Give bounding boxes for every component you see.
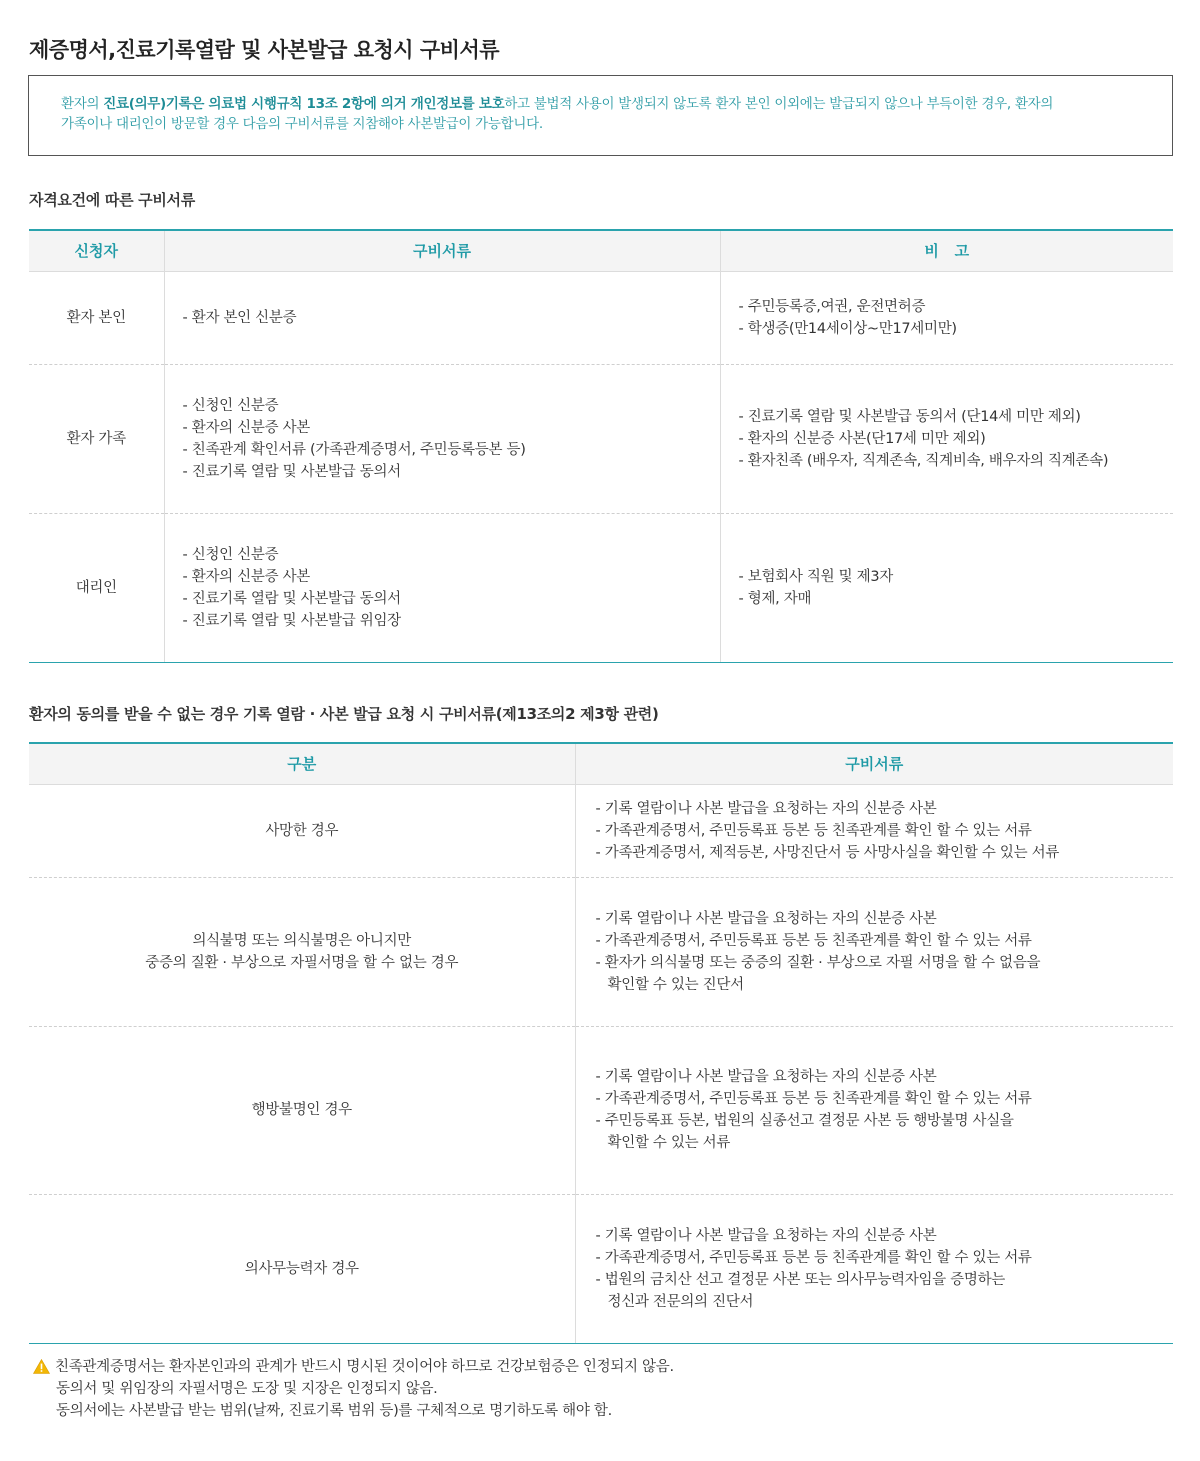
list-item: - 형제, 자매 <box>738 590 812 607</box>
header-applicant: 신청자 <box>29 230 164 271</box>
no-consent-table <box>29 742 1173 1344</box>
list-item: - 가족관계증명서, 주민등록표 등본 등 친족관계를 확인 할 수 있는 서류 <box>595 932 1032 949</box>
header-category: 구분 <box>29 743 575 784</box>
table-row <box>29 364 1173 513</box>
notice-line1: 하고 불법적 사용이 발생되지 않도록 환자 본인 이외에는 발급되지 않으나 부득이한 경우, 환자의 <box>504 96 1054 112</box>
list-item: - 기록 열람이나 사본 발급을 요청하는 자의 신분증 사본 <box>595 1227 937 1244</box>
documents-cell <box>575 877 1173 1026</box>
category-label: 중증의 질환 · 부상으로 자필서명을 할 수 없는 경우 <box>145 954 459 971</box>
list-item: - 기록 열람이나 사본 발급을 요청하는 자의 신분증 사본 <box>595 1069 937 1085</box>
list-item: - 환자의 신분증 사본 <box>182 419 311 436</box>
footnote-line: 친족관계증명서는 환자본인과의 관계가 반드시 명시된 것이어야 하므로 건강보험증은 인정되지 않음. <box>55 1359 674 1375</box>
list-item: - 기록 열람이나 사본 발급을 요청하는 자의 신분증 사본 <box>595 910 937 927</box>
category-cell <box>29 784 575 877</box>
list-item: 확인할 수 있는 서류 <box>607 1135 731 1151</box>
documents-cell <box>164 364 720 513</box>
category-cell <box>29 1194 575 1343</box>
applicant-cell: 환자 본인 <box>29 271 164 364</box>
table-row <box>29 271 1173 364</box>
list-item: - 환자 본인 신분증 <box>182 309 297 326</box>
header-documents: 구비서류 <box>164 230 720 271</box>
requirements-table <box>29 229 1173 663</box>
category-cell <box>29 1026 575 1194</box>
list-item: - 기록 열람이나 사본 발급을 요청하는 자의 신분증 사본 <box>595 800 937 817</box>
category-label: 사망한 경우 <box>265 822 339 839</box>
page-title: 제증명서,진료기록열람 및 사본발급 요청시 구비서류 <box>29 38 500 62</box>
documents-cell <box>164 513 720 662</box>
list-item: - 진료기록 열람 및 사본발급 동의서 (단14세 미만 제외) <box>738 408 1081 425</box>
category-cell <box>29 877 575 1026</box>
list-item: - 가족관계증명서, 주민등록표 등본 등 친족관계를 확인 할 수 있는 서류 <box>595 822 1032 839</box>
list-item: - 가족관계증명서, 주민등록표 등본 등 친족관계를 확인 할 수 있는 서류 <box>595 1249 1032 1266</box>
table-row <box>29 1026 1173 1194</box>
table-row <box>29 1194 1173 1343</box>
notice-box <box>28 75 1173 156</box>
warning-icon <box>33 1359 50 1374</box>
header-notes: 비 고 <box>720 230 1173 271</box>
notice-bold: 진료(의무)기록은 의료법 시행규칙 13조 2항에 의거 개인정보를 보호 <box>103 96 505 112</box>
category-label: 의사무능력자 경우 <box>244 1260 359 1277</box>
list-item: - 환자의 신분증 사본(단17세 미만 제외) <box>738 430 986 447</box>
applicant-cell: 환자 가족 <box>29 364 164 513</box>
table-row <box>29 877 1173 1026</box>
documents-cell <box>164 271 720 364</box>
notes-cell <box>720 364 1173 513</box>
list-item: - 친족관계 확인서류 (가족관계증명서, 주민등록등본 등) <box>182 441 526 458</box>
list-item: - 환자친족 (배우자, 직계존속, 직계비속, 배우자의 직계존속) <box>738 452 1109 469</box>
documents-cell <box>575 1026 1173 1194</box>
header-documents: 구비서류 <box>575 743 1173 784</box>
list-item: - 주민등록표 등본, 법원의 실종선고 결정문 사본 등 행방불명 사실을 <box>595 1113 1014 1129</box>
category-label: 의식불명 또는 의식불명은 아니지만 <box>192 932 412 949</box>
applicant-cell: 대리인 <box>29 513 164 662</box>
footnote-line: 동의서 및 위임장의 자필서명은 도장 및 지장은 인정되지 않음. <box>56 1381 438 1397</box>
list-item: - 진료기록 열람 및 사본발급 위임장 <box>182 612 401 629</box>
notice-prefix: 환자의 <box>61 96 104 112</box>
footnote-line: 동의서에는 사본발급 받는 범위(날짜, 진료기록 범위 등)를 구체적으로 명기하도록 해야 함. <box>56 1403 612 1419</box>
notes-cell <box>720 271 1173 364</box>
list-item: - 학생증(만14세이상~만17세미만) <box>738 320 957 337</box>
list-item: - 환자가 의식불명 또는 중증의 질환 · 부상으로 자필 서명을 할 수 없음을 <box>595 954 1041 971</box>
category-label: 행방불명인 경우 <box>251 1102 352 1118</box>
list-item: - 법원의 금치산 선고 결정문 사본 또는 의사무능력자임을 증명하는 <box>595 1271 1005 1288</box>
list-item: - 가족관계증명서, 주민등록표 등본 등 친족관계를 확인 할 수 있는 서류 <box>595 1091 1032 1107</box>
list-item: - 진료기록 열람 및 사본발급 동의서 <box>182 590 401 607</box>
documents-cell <box>575 784 1173 877</box>
list-item: - 주민등록증,여권, 운전면허증 <box>738 298 926 315</box>
notice-line2: 가족이나 대리인이 방문할 경우 다음의 구비서류를 지참해야 사본발급이 가능합니다. <box>61 116 543 132</box>
list-item: - 환자의 신분증 사본 <box>182 568 311 585</box>
list-item: 확인할 수 있는 진단서 <box>607 976 744 993</box>
documents-cell <box>575 1194 1173 1343</box>
list-item: - 신청인 신분증 <box>182 397 279 414</box>
list-item: - 가족관계증명서, 제적등본, 사망진단서 등 사망사실을 확인할 수 있는 서류 <box>595 844 1060 861</box>
footnote <box>33 1356 674 1422</box>
table-row <box>29 784 1173 877</box>
list-item: 정신과 전문의의 진단서 <box>607 1293 754 1310</box>
list-item: - 신청인 신분증 <box>182 546 279 563</box>
table-row <box>29 513 1173 662</box>
section2-title: 환자의 동의를 받을 수 없는 경우 기록 열람 · 사본 발급 요청 시 구비서류(제13조의2 제3항 관련) <box>29 705 659 723</box>
list-item: - 보험회사 직원 및 제3자 <box>738 568 893 585</box>
notes-cell <box>720 513 1173 662</box>
list-item: - 진료기록 열람 및 사본발급 동의서 <box>182 463 401 480</box>
section1-title: 자격요건에 따른 구비서류 <box>29 191 195 209</box>
